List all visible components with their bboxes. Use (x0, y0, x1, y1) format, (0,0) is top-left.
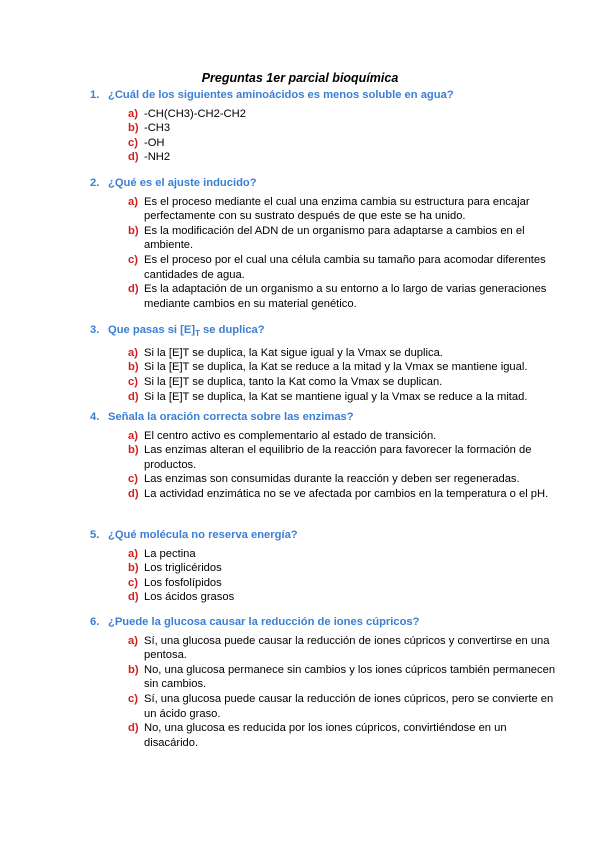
option-b (128, 360, 560, 375)
option-a (128, 346, 560, 361)
option-text: -OH (144, 136, 165, 149)
option-letter: a) (128, 195, 138, 208)
option-c (128, 253, 560, 282)
option-text: Las enzimas son consumidas durante la reacción y deben ser regeneradas. (144, 473, 520, 486)
option-a (128, 195, 560, 224)
question-3 (90, 323, 560, 404)
option-letter: c) (128, 576, 138, 589)
question-heading (90, 410, 560, 425)
question-text-subscript: T (195, 329, 200, 339)
option-letter: a) (128, 429, 138, 442)
option-text: Si la [E]T se duplica, la Kat se reduce a la mitad y la Vmax se mantiene igual. (144, 361, 528, 374)
option-text: La actividad enzimática no se ve afectada por cambios en la temperatura o el pH. (144, 487, 549, 500)
option-a (128, 429, 560, 444)
options-list (90, 107, 560, 165)
option-letter: c) (128, 692, 138, 705)
option-text: El centro activo es complementario al estado de transición. (144, 429, 437, 442)
option-letter: d) (128, 591, 139, 604)
question-text: ¿Qué molécula no reserva energía? (108, 529, 298, 541)
option-b (128, 224, 560, 253)
option-text: Si la [E]T se duplica, la Kat se mantiene igual y la Vmax se reduce a la mitad. (144, 390, 528, 403)
question-4 (90, 410, 560, 502)
option-text: No, una glucosa es reducida por los iones cúpricos, convirtiéndose en un disacárido. (144, 722, 507, 749)
option-text: La pectina (144, 547, 196, 560)
option-letter: a) (128, 547, 138, 560)
option-d (128, 590, 560, 605)
options-list (90, 547, 560, 605)
option-text: Es el proceso por el cual una célula cambia su tamaño para acomodar diferentes cantidades de agua. (144, 253, 546, 281)
option-text: Es la modificación del ADN de un organismo para adaptarse a cambios en el ambiente. (144, 224, 525, 252)
question-heading (90, 528, 560, 543)
option-letter: d) (128, 390, 139, 403)
option-text: Es el proceso mediante el cual una enzima cambia su estructura para encajar perfectamente con su sustrato después de que este se ha unido. (144, 195, 530, 223)
option-d (128, 721, 560, 750)
options-list (90, 346, 560, 404)
question-text: ¿Qué es el ajuste inducido? (108, 177, 257, 189)
option-b (128, 663, 560, 692)
question-text-prefix: Que pasas si [E] (108, 324, 196, 336)
question-heading (90, 323, 560, 342)
option-text: -CH3 (144, 122, 171, 135)
question-2 (90, 176, 560, 311)
question-number: 2. (90, 177, 100, 189)
option-text: -CH(CH3)-CH2-CH2 (144, 107, 246, 120)
option-text: Si la [E]T se duplica, tanto la Kat como la Vmax se duplican. (144, 376, 443, 389)
question-text: ¿Puede la glucosa causar la reducción de iones cúpricos? (108, 616, 420, 628)
option-text: -NH2 (144, 151, 171, 164)
option-letter: b) (128, 444, 139, 457)
option-text: Si la [E]T se duplica, la Kat sigue igual y la Vmax se duplica. (144, 346, 443, 359)
options-list (90, 195, 560, 312)
option-text: Sí, una glucosa puede causar la reducción de iones cúpricos, pero se convierte en un ácido graso. (144, 692, 554, 720)
option-letter: d) (128, 151, 139, 164)
option-text: Es la adaptación de un organismo a su entorno a lo largo de varias generaciones mediante cambios en su material genético. (144, 283, 547, 310)
option-text: Los ácidos grasos (144, 591, 235, 604)
option-text: Sí, una glucosa puede causar la reducción de iones cúpricos y convertirse en una pentosa. (144, 634, 550, 662)
question-5 (90, 528, 560, 605)
option-text: Los triglicéridos (144, 562, 222, 575)
option-d (128, 282, 560, 311)
question-number: 4. (90, 411, 100, 423)
question-1 (90, 88, 560, 165)
option-letter: c) (128, 136, 138, 149)
option-letter: a) (128, 107, 138, 120)
option-c (128, 692, 560, 721)
option-letter: d) (128, 722, 139, 735)
option-b (128, 561, 560, 576)
option-letter: c) (128, 473, 138, 486)
question-text: ¿Cuál de los siguientes aminoácidos es menos soluble en agua? (108, 89, 454, 101)
option-a (128, 547, 560, 562)
option-letter: b) (128, 224, 139, 237)
option-letter: c) (128, 376, 138, 389)
option-text: Las enzimas alteran el equilibrio de la reacción para favorecer la formación de productos. (144, 444, 532, 471)
option-b (128, 121, 560, 136)
option-letter: c) (128, 253, 138, 266)
option-text: No, una glucosa permanece sin cambios y los iones cúpricos también permanecen sin cambios. (144, 663, 556, 691)
question-text: Señala la oración correcta sobre las enzimas? (108, 411, 354, 423)
option-letter: a) (128, 346, 138, 359)
option-text: Los fosfolípidos (144, 576, 222, 589)
option-letter: d) (128, 283, 139, 296)
option-letter: b) (128, 122, 139, 135)
option-b (128, 443, 560, 472)
option-d (128, 487, 560, 502)
question-heading (90, 88, 560, 103)
question-number: 1. (90, 89, 100, 101)
question-number: 6. (90, 616, 100, 628)
option-c (128, 136, 560, 151)
option-letter: d) (128, 487, 139, 500)
option-d (128, 150, 560, 165)
question-number: 3. (90, 324, 100, 336)
option-letter: a) (128, 634, 138, 647)
option-letter: b) (128, 663, 139, 676)
option-a (128, 107, 560, 122)
question-heading (90, 615, 560, 630)
option-d (128, 390, 560, 405)
options-list (90, 429, 560, 502)
option-c (128, 576, 560, 591)
question-6 (90, 615, 560, 750)
question-text-suffix: se duplica? (199, 324, 265, 336)
question-number: 5. (90, 529, 100, 541)
document-title: Preguntas 1er parcial bioquímica (201, 71, 399, 85)
question-text (108, 323, 560, 342)
option-letter: b) (128, 562, 139, 575)
option-c (128, 472, 560, 487)
option-a (128, 634, 560, 663)
option-letter: b) (128, 361, 139, 374)
options-list (90, 634, 560, 751)
option-c (128, 375, 560, 390)
question-heading (90, 176, 560, 191)
